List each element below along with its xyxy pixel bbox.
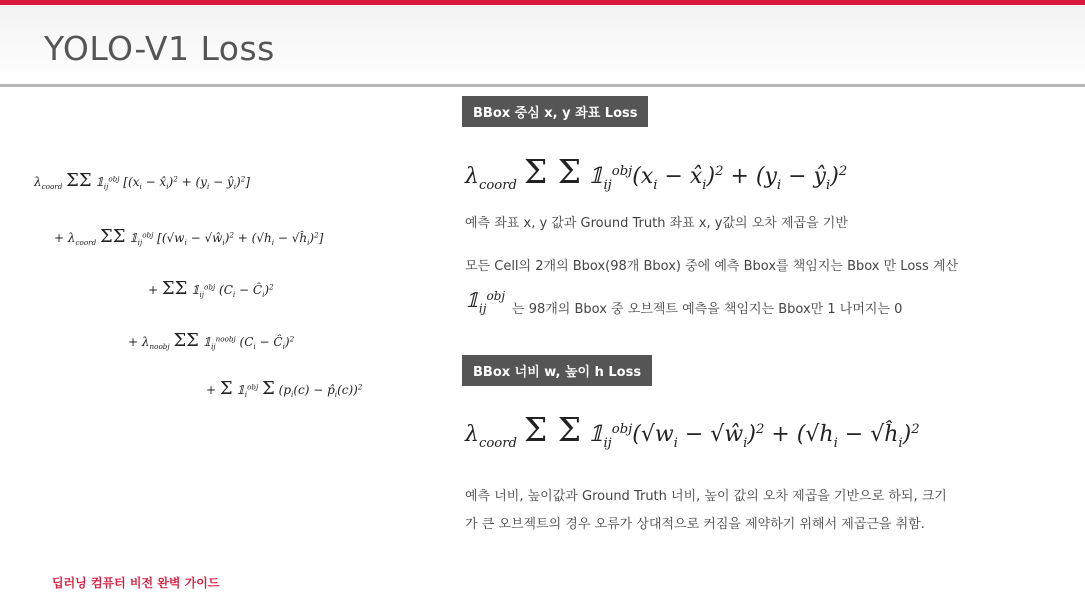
section-1-pill: BBox 중심 x, y 좌표 Loss: [462, 96, 648, 127]
section-1-line-1: 예측 좌표 x, y 값과 Ground Truth 좌표 x, y값의 오차 제곱을 기반: [465, 216, 848, 231]
footer-caption: 딥러닝 컴퓨터 비전 완벽 가이드: [52, 576, 220, 590]
formula-line-5: + Σ $𝟙_i^{obj}$ Σ ($p_i(c)$ − $p̂_i(c))^2$: [206, 378, 363, 400]
formula-line-1: $\lambda_{coord}$ ΣΣ $𝟙_{ij}^{obj}$ [($x_i$ − $x̂_i)^2 + (y_i$ − $ŷ_i)^2$]: [34, 170, 250, 192]
section-1-line-2: 모든 Cell의 2개의 Bbox(98개 Bbox) 중에 예측 Bbox를 책임지는 Bbox 만 Loss 계산: [465, 259, 959, 274]
formula-line-2: + $\lambda_{coord}$ ΣΣ $𝟙_{ij}^{obj}$ [($√w_i$ − $√ŵ_i)^2 + (√h_i$ − $√ĥ_i)^2$]: [54, 226, 324, 248]
section-1-equation: $\lambda_{coord}$ Σ Σ $𝟙_{ij}^{obj}(x_i$ − $x̂_i)^2 + (y_i$ − $ŷ_i)^2$: [465, 152, 848, 193]
formula-line-4: + $\lambda_{noobj}$ ΣΣ $𝟙_{ij}^{noobj}$ ($C_i$ − $Ĉ_i)^2$: [128, 330, 295, 352]
section-1-line-3: 는 98개의 Bbox 중 오브젝트 예측을 책임지는 Bbox만 1 나머지는 0: [512, 302, 903, 317]
section-2-equation: $\lambda_{coord}$ Σ Σ $𝟙_{ij}^{obj}(√w_i$ − $√ŵ_i)^2 + (√h_i$ − $√ĥ_i)^2$: [465, 410, 920, 451]
section-2-pill: BBox 너비 w, 높이 h Loss: [462, 355, 652, 386]
formula-line-3: + ΣΣ $𝟙_{ij}^{obj}$ ($C_i$ − $Ĉ_i)^2$: [148, 278, 274, 300]
indicator-symbol: $𝟙_{ij}^{obj}$: [465, 288, 506, 316]
slide-header: [0, 5, 1085, 84]
section-2-line-1: 예측 너비, 높이값과 Ground Truth 너비, 높이 값의 오차 제곱을 기반으로 하되, 크기: [465, 489, 947, 504]
header-divider: [0, 84, 1085, 87]
section-2-line-2: 가 큰 오브젝트의 경우 오류가 상대적으로 커짐을 제약하기 위해서 제곱근을 취함.: [465, 517, 925, 532]
slide-title: YOLO-V1 Loss: [44, 29, 275, 68]
